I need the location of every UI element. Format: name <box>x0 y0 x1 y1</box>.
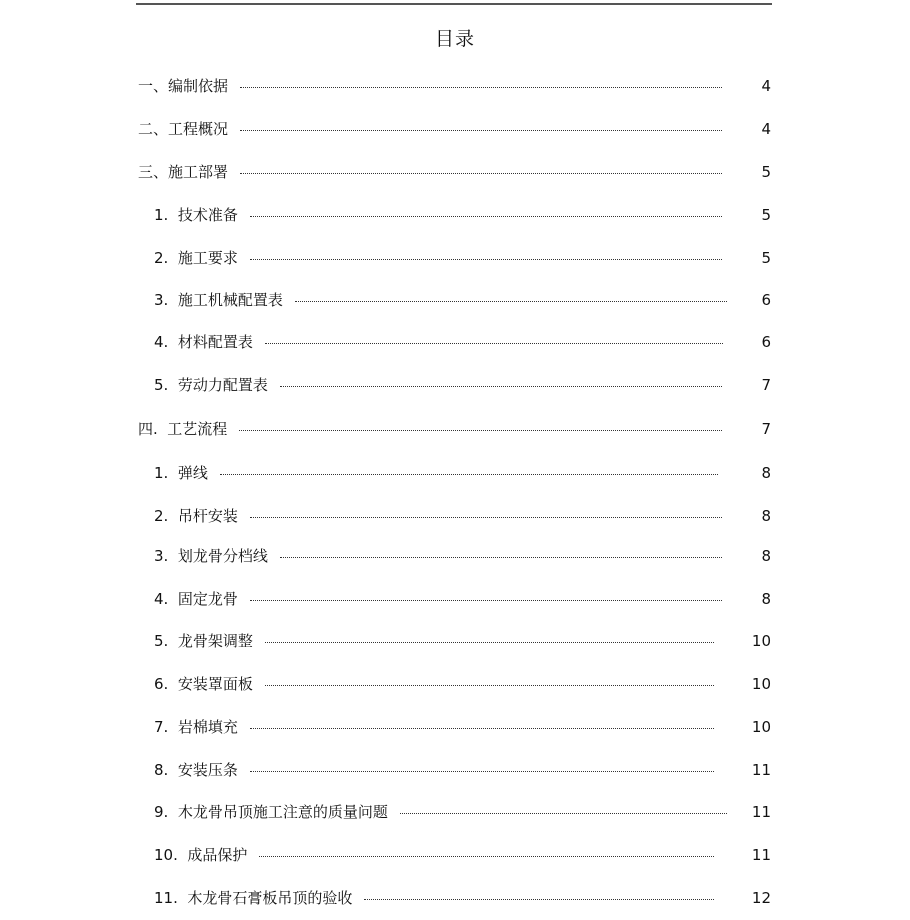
toc-entry-label: 2. 施工要求 <box>154 249 238 267</box>
toc-entry-leader <box>250 517 722 518</box>
toc-title: 目录 <box>434 28 475 50</box>
toc-entry-label: 4. 固定龙骨 <box>154 590 238 608</box>
toc-entry[interactable] <box>0 843 910 867</box>
toc-entry-page: 11 <box>751 761 771 779</box>
toc-entry[interactable] <box>0 672 910 696</box>
top-rule <box>136 3 772 5</box>
toc-entry[interactable] <box>0 587 910 611</box>
toc-entry-leader <box>220 474 718 475</box>
toc-entry-page: 6 <box>761 291 771 309</box>
toc-entry-label: 6. 安装罩面板 <box>154 675 253 693</box>
toc-entry[interactable] <box>0 461 910 485</box>
toc-entry[interactable] <box>0 800 910 824</box>
toc-entry-page: 5 <box>761 206 771 224</box>
toc-entry-leader <box>250 600 722 601</box>
toc-entry-label: 7. 岩棉填充 <box>154 718 238 736</box>
toc-entry[interactable] <box>0 544 910 568</box>
toc-entry-page: 5 <box>761 163 771 181</box>
toc-entry-label: 10. 成品保护 <box>154 846 248 864</box>
toc-entry-label: 2. 吊杆安装 <box>154 507 238 525</box>
toc-entry-page: 11 <box>751 846 771 864</box>
toc-entry-leader <box>250 771 714 772</box>
toc-entry[interactable] <box>0 417 910 441</box>
toc-entry-page: 8 <box>761 590 771 608</box>
toc-entry-label: 5. 龙骨架调整 <box>154 632 253 650</box>
toc-entry-page: 6 <box>761 333 771 351</box>
toc-entry-label: 3. 划龙骨分档线 <box>154 547 268 565</box>
toc-entry-page: 8 <box>761 547 771 565</box>
toc-entry-leader <box>400 813 727 814</box>
toc-entry-page: 12 <box>751 889 771 907</box>
toc-entry-label: 5. 劳动力配置表 <box>154 376 268 394</box>
toc-entry-page: 10 <box>751 718 771 736</box>
toc-entry[interactable] <box>0 74 910 98</box>
toc-entry[interactable] <box>0 117 910 141</box>
toc-entry-label: 11. 木龙骨石膏板吊顶的验收 <box>154 889 353 907</box>
toc-entry-label: 1. 技术准备 <box>154 206 238 224</box>
toc-entry-label: 4. 材料配置表 <box>154 333 253 351</box>
toc-entry-page: 8 <box>761 464 771 482</box>
toc-entry[interactable] <box>0 330 910 354</box>
toc-entry[interactable] <box>0 629 910 653</box>
toc-entry-page: 8 <box>761 507 771 525</box>
toc-entry[interactable] <box>0 246 910 270</box>
toc-entry-leader <box>250 259 722 260</box>
toc-entry-leader <box>240 87 722 88</box>
toc-entry-page: 5 <box>761 249 771 267</box>
toc-entry-label: 8. 安装压条 <box>154 761 238 779</box>
toc-entry-leader <box>265 685 714 686</box>
toc-entry-leader <box>265 642 714 643</box>
toc-entry-label: 三、施工部署 <box>138 163 229 181</box>
toc-entry-leader <box>240 173 722 174</box>
toc-entry-leader <box>250 728 714 729</box>
toc-entry-leader <box>364 899 714 900</box>
toc-entry-page: 4 <box>761 120 771 138</box>
toc-entry-page: 11 <box>751 803 771 821</box>
toc-entry-page: 7 <box>761 376 771 394</box>
toc-entry-leader <box>240 130 722 131</box>
toc-entry-label: 一、编制依据 <box>138 77 229 95</box>
toc-entry[interactable] <box>0 288 910 312</box>
toc-entry[interactable] <box>0 373 910 397</box>
toc-entry-leader <box>239 430 722 431</box>
toc-entry-page: 10 <box>751 632 771 650</box>
toc-entry[interactable] <box>0 203 910 227</box>
toc-entry[interactable] <box>0 715 910 739</box>
toc-entry-leader <box>265 343 723 344</box>
toc-entry-label: 二、工程概况 <box>138 120 229 138</box>
toc-entry[interactable] <box>0 160 910 184</box>
toc-entry-leader <box>295 301 727 302</box>
toc-entry-label: 1. 弹线 <box>154 464 208 482</box>
toc-entry-page: 10 <box>751 675 771 693</box>
toc-entry-label: 四. 工艺流程 <box>138 420 228 438</box>
toc-entry[interactable] <box>0 886 910 910</box>
toc-entry-leader <box>280 386 722 387</box>
toc-entry-page: 4 <box>761 77 771 95</box>
toc-entry-leader <box>250 216 722 217</box>
toc-entry-leader <box>259 856 714 857</box>
toc-entry[interactable] <box>0 758 910 782</box>
toc-entry-page: 7 <box>761 420 771 438</box>
toc-entry-label: 3. 施工机械配置表 <box>154 291 283 309</box>
toc-entry[interactable] <box>0 504 910 528</box>
toc-entry-leader <box>280 557 722 558</box>
toc-entry-label: 9. 木龙骨吊顶施工注意的质量问题 <box>154 803 388 821</box>
